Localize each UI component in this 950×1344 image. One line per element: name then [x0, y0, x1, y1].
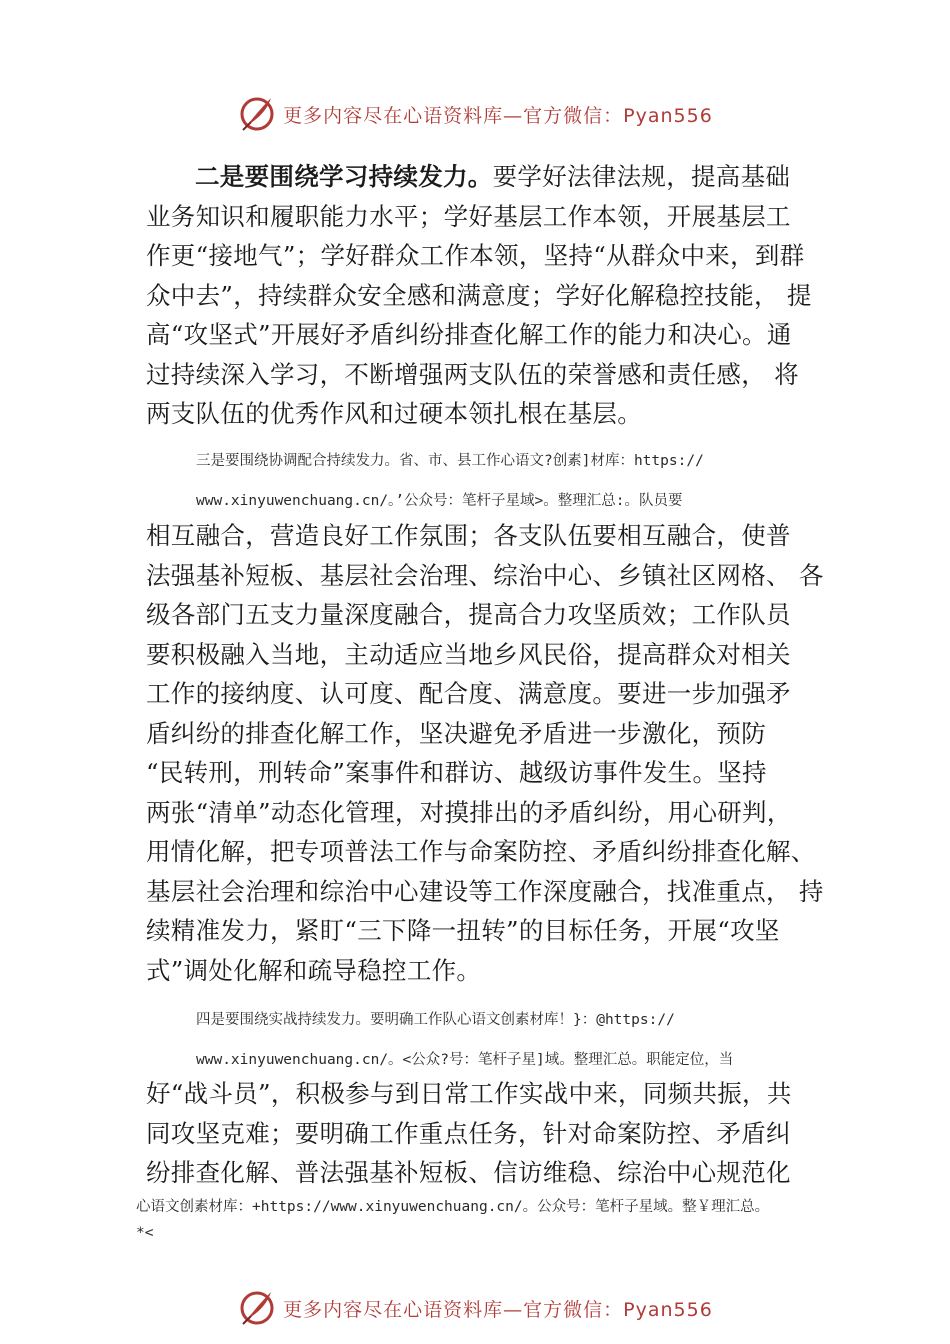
section-2-paragraph: 二是要围绕学习持续发力。要学好法律法规，提高基础 业务知识和履职能力水平；学好基层工作本领，开展基层工 作更“接地气”；学好群众工作本领，坚持“从群众中来，到群 众中去”，持续群众安全感和满意度；学好化解稳控技能， 提 高“攻坚式”开展好矛盾纠纷排查化解工作的能力和决心。通 过持续深入学习，不断增强两支队伍的荣誉感和责任感， 将 两支队伍的优秀作风和过硬本领扎根在基层。	[146, 162, 812, 428]
banner-text: 更多内容尽在心语资料库—官方微信：Pyan556	[283, 104, 713, 127]
watermark-banner-bottom	[0, 1286, 950, 1330]
section-3-intro: 三是要围绕协调配合持续发力。省、市、县工作心语文?创素]材库：https:// www.xinyuwenchuang.cn/。’公众号：笔杆子星域>。整理汇总:。队员要	[196, 453, 704, 509]
section-4-intro: 四是要围绕实战持续发力。要明确工作队心语文创素材库！}：@https:// www.xinyuwenchuang.cn/。<公众?号：笔杆子星]域。整理汇总。职能定位，当	[196, 1012, 734, 1068]
section-4-paragraph: 好“战斗员”，积极参与到日常工作实战中来，同频共振，共 同攻坚克难；要明确工作重点任务，针对命案防控、矛盾纠 纷排查化解、普法强基补短板、信访维稳、综治中心规范化	[146, 1079, 792, 1187]
source-note: 心语文创素材库：+https://www.xinyuwenchuang.cn/。公众号：笔杆子星域。整￥理汇总。 *<	[136, 1199, 770, 1241]
watermark-banner-top	[0, 92, 950, 136]
quill-logo-icon	[237, 94, 277, 134]
quill-logo-icon	[237, 1288, 277, 1328]
banner-text: 更多内容尽在心语资料库—官方微信：Pyan556	[283, 1298, 713, 1321]
section-3-paragraph: 相互融合，营造良好工作氛围；各支队伍要相互融合，使普 法强基补短板、基层社会治理、综治中心、乡镇社区网格、 各 级各部门五支力量深度融合，提高合力攻坚质效；工作队员 要积极融入当地，主动适应当地乡风民俗，提高群众对相关 工作的接纳度、认可度、配合度、满意度。要进一步加强矛 盾纠纷的排查化解工作，坚决避免矛盾进一步激化，预防 “民转刑，刑转命”案事件和群访、越级访事件发生。坚持 两张“清单”动态化管理，对摸排出的矛盾纠纷，用心研判， 用情化解，把专项普法工作与命案防控、矛盾纠纷排查化解、 基层社会治理和综治中心建设等工作深度融合，找准重点， 持 续精准发力，紧盯“三下降一扭转”的目标任务，开展“攻坚 式”调处化解和疏导稳控工作。	[146, 521, 824, 985]
section-2-heading: 二是要围绕学习持续发力。	[195, 162, 493, 191]
